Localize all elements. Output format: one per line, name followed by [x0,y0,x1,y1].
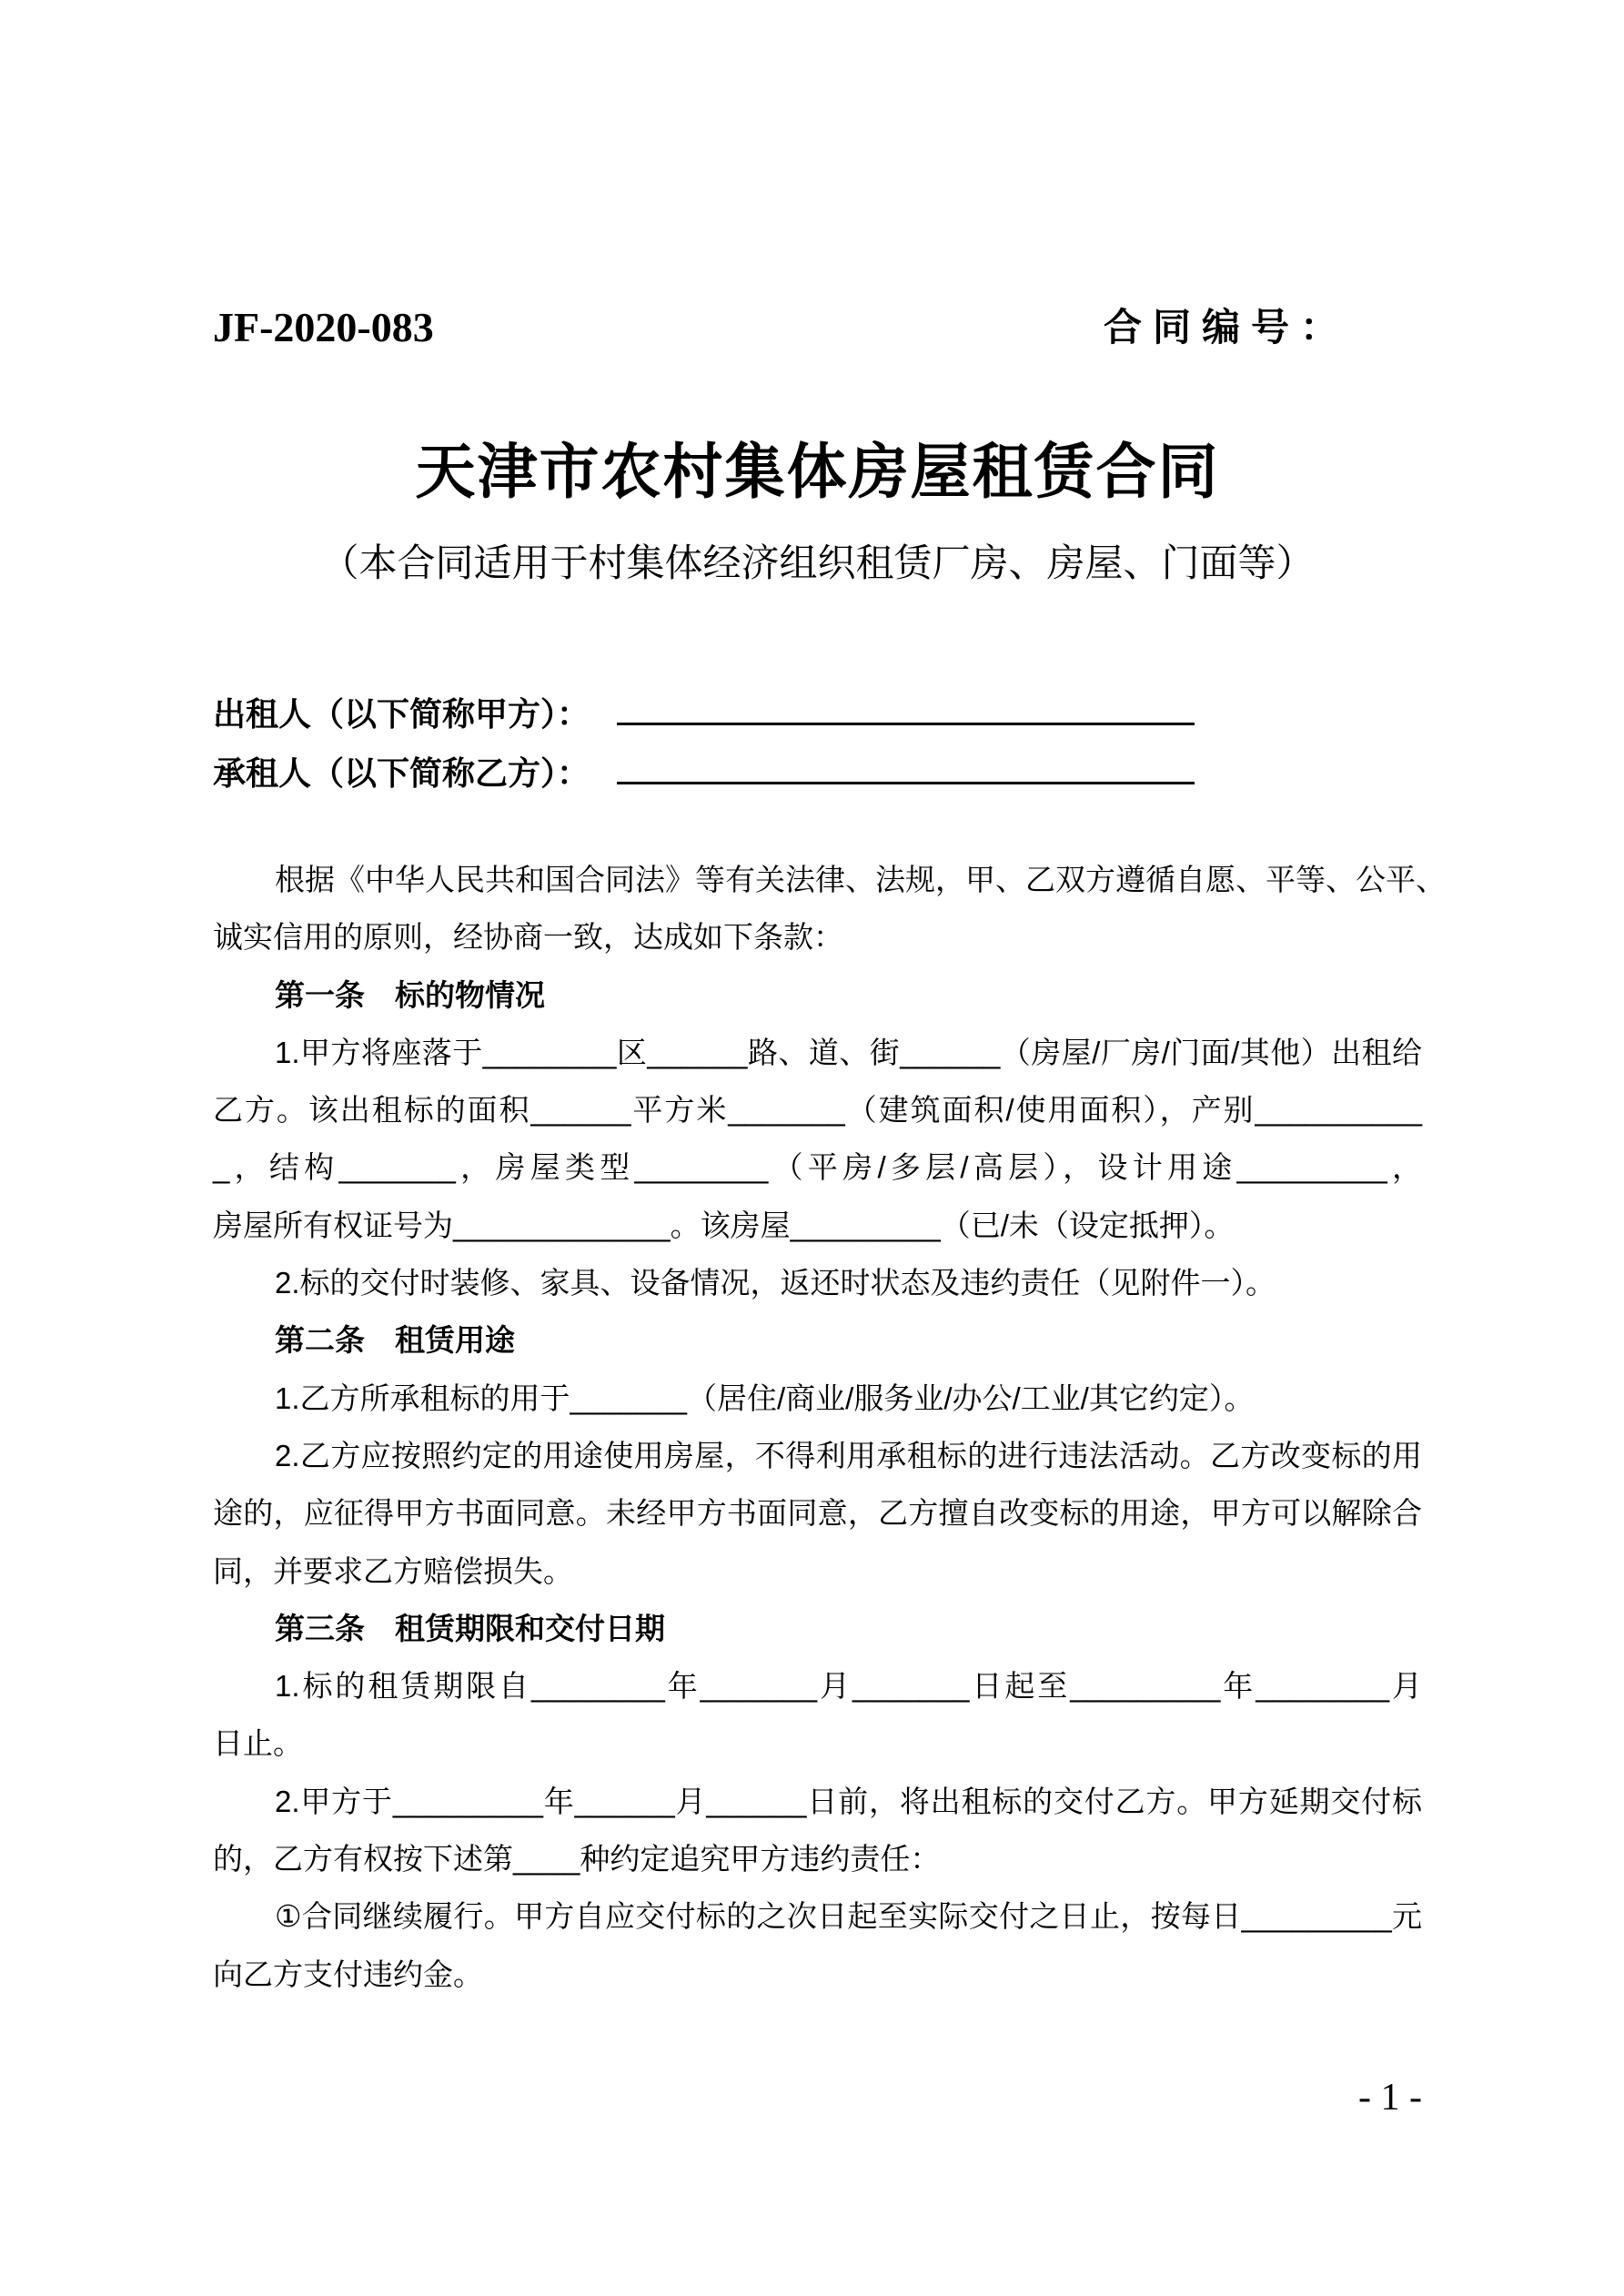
contract-body [213,851,1446,2003]
article-2-item-2-line: 同，并要求乙方赔偿损失。 [213,1553,573,1588]
doc-title: 天津市农村集体房屋租赁合同 [415,438,1220,505]
article-1-item-1-line: 房屋所有权证号为_____________。该房屋_________（已/未（设定抵押）。 [213,1208,1235,1242]
article-2-heading: 第二条 租赁用途 [275,1323,515,1358]
doc-subtitle: （本合同适用于村集体经济组织租赁厂房、房屋、门面等） [320,541,1315,584]
intro-line: 根据《中华人民共和国合同法》等有关法律、法规，甲、乙双方遵循自愿、平等、公平、 [275,863,1446,896]
article-2-item-2-line: 途的，应征得甲方书面同意。未经甲方书面同意，乙方擅自改变标的用途，甲方可以解除合 [213,1496,1422,1531]
article-3-clause-1-line: 向乙方支付违约金。 [213,1957,483,1991]
lessee-row [213,743,1422,803]
article-3-heading: 第三条 租赁期限和交付日期 [275,1611,665,1645]
article-3-item-2-line: 2.甲方于_________年______月______日前，将出租标的交付乙方。甲方延期交付标 [275,1784,1422,1818]
article-3-clause-1-line: ①合同继续履行。甲方自应交付标的之次日起至实际交付之日止，按每日_________元 [275,1899,1422,1934]
party-block [213,684,1422,803]
article-2-item-2-line: 2.乙方应按照约定的用途使用房屋，不得利用承租标的进行违法活动。乙方改变标的用 [275,1438,1422,1472]
article-1-heading: 第一条 标的物情况 [275,977,545,1012]
page-number: - 1 - [1358,2077,1422,2119]
article-1-item-2: 2.标的交付时装修、家具、设备情况，返还时状态及违约责任（见附件一）。 [275,1266,1276,1300]
doc-code: JF-2020-083 [213,304,434,350]
article-1-item-1-line: 1.甲方将座落于________区______路、道、街______（房屋/厂房/门面/其他）出租给 [275,1035,1422,1069]
contract-number-label: 合同编号： [1103,306,1349,349]
intro-line: 诚实信用的原则，经协商一致，达成如下条款： [213,920,843,955]
article-1-item-1-line: 乙方。该出租标的面积______平方米_______（建筑面积/使用面积），产别__________ [213,1093,1422,1128]
article-3-item-2-line: 的，乙方有权按下述第____种约定追究甲方违约责任： [213,1842,941,1876]
lessor-row [213,684,1422,743]
lessor-blank-field [617,690,1195,725]
lessee-blank-field [617,749,1195,784]
lessee-label: 承租人（以下简称乙方）： [213,754,590,792]
article-3-item-1-line: 日止。 [213,1726,303,1761]
article-3-item-1-line: 1.标的租赁期限自________年_______月_______日起至_________年________月 [275,1669,1422,1704]
article-2-item-1: 1.乙方所承租标的用于_______（居住/商业/服务业/办公/工业/其它约定）。 [275,1381,1255,1415]
lessor-label: 出租人（以下简称甲方）： [213,695,590,733]
page-header [213,302,1422,353]
article-1-item-1-line: _，结构_______，房屋类型________（平房/多层/高层），设计用途_________， [213,1150,1422,1185]
